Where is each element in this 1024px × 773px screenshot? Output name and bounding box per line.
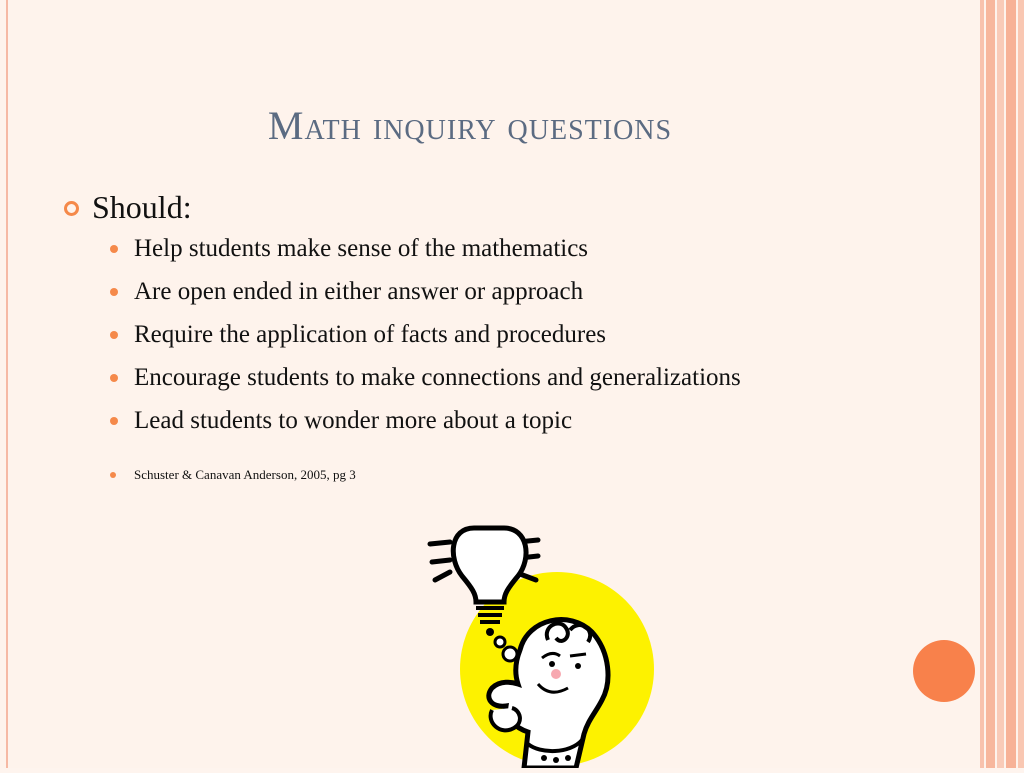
list-item bbox=[106, 232, 820, 266]
decorative-circle bbox=[913, 640, 975, 702]
list-item-text: Lead students to wonder more about a topic bbox=[134, 407, 573, 434]
dot-bullet-icon bbox=[110, 331, 118, 339]
list-item bbox=[106, 404, 820, 438]
list-item-text: Encourage students to make connections and generalizations bbox=[134, 364, 741, 391]
slide-content bbox=[60, 186, 820, 484]
list-item-text: Help students make sense of the mathematics bbox=[134, 235, 589, 262]
list-item bbox=[106, 275, 820, 309]
stripe bbox=[1006, 0, 1016, 768]
stripe bbox=[980, 0, 984, 768]
stripe bbox=[986, 0, 995, 768]
list-item-text: Are open ended in either answer or approach bbox=[134, 278, 584, 305]
ring-bullet-icon bbox=[64, 201, 79, 216]
dot-bullet-icon bbox=[110, 472, 116, 478]
citation-text: Schuster & Canavan Anderson, 2005, pg 3 bbox=[134, 467, 356, 482]
list-item bbox=[106, 318, 820, 352]
decorative-stripes bbox=[980, 0, 1024, 768]
stripe bbox=[1018, 0, 1024, 768]
list-item-text: Require the application of facts and procedures bbox=[134, 321, 607, 348]
thinking-person-lightbulb-icon bbox=[420, 522, 670, 768]
slide-title: Math inquiry questions bbox=[267, 103, 673, 148]
list-item bbox=[106, 361, 820, 395]
dot-bullet-icon bbox=[110, 245, 118, 253]
bullet-heading-text: Should: bbox=[92, 189, 192, 225]
sub-bullet-list bbox=[60, 232, 820, 484]
dot-bullet-icon bbox=[110, 374, 118, 382]
stripe bbox=[997, 0, 1004, 768]
bullet-heading bbox=[60, 186, 820, 228]
dot-bullet-icon bbox=[110, 417, 118, 425]
citation bbox=[106, 466, 820, 484]
dot-bullet-icon bbox=[110, 288, 118, 296]
